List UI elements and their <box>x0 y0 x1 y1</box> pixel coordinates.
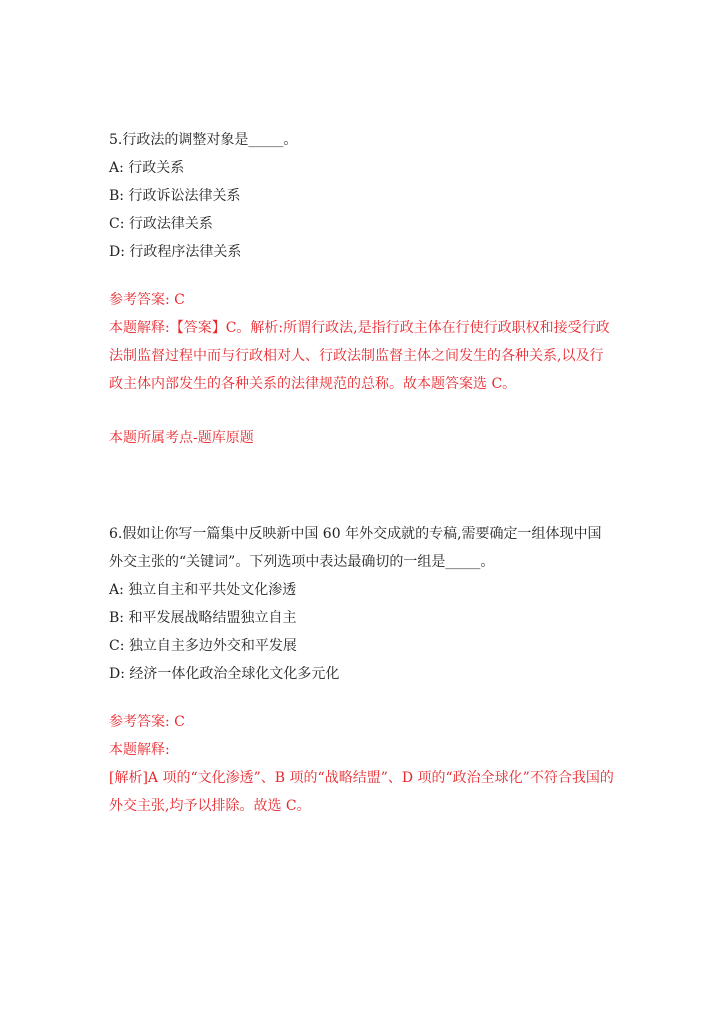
option-d: D: 行政程序法律关系 <box>109 244 242 260</box>
question-stem: 5.行政法的调整对象是_____。 <box>109 132 298 148</box>
topic-note: 本题所属考点-题库原题 <box>109 430 254 446</box>
question-6 <box>109 520 614 820</box>
explanation-label: 本题解释: <box>109 742 170 758</box>
option-a: A: 行政关系 <box>109 160 185 176</box>
option-d: D: 经济一体化政治全球化文化多元化 <box>109 666 340 682</box>
option-b: B: 和平发展战略结盟独立自主 <box>109 610 297 626</box>
option-c: C: 独立自主多边外交和平发展 <box>109 638 297 654</box>
question-5 <box>109 126 614 452</box>
reference-answer: 参考答案: C <box>109 714 185 730</box>
option-c: C: 行政法律关系 <box>109 216 213 232</box>
explanation: 本题解释:【答案】C。解析:所谓行政法,是指行政主体在行使行政职权和接受行政法制监督过程中而与行政相对人、行政法制监督主体之间发生的各种关系,以及行政主体内部发生的各种关系的法律规范的总称。故本题答案选 C。 <box>109 320 610 392</box>
question-stem: 6.假如让你写一篇集中反映新中国 60 年外交成就的专稿,需要确定一组体现中国外交主张的“关键词”。下列选项中表达最确切的一组是_____。 <box>109 526 602 570</box>
option-a: A: 独立自主和平共处文化渗透 <box>109 582 297 598</box>
option-b: B: 行政诉讼法律关系 <box>109 188 241 204</box>
reference-answer: 参考答案: C <box>109 292 185 308</box>
explanation: [解析]A 项的“文化渗透”、B 项的“战略结盟”、D 项的“政治全球化”不符合我国的外交主张,均予以排除。故选 C。 <box>109 770 614 814</box>
